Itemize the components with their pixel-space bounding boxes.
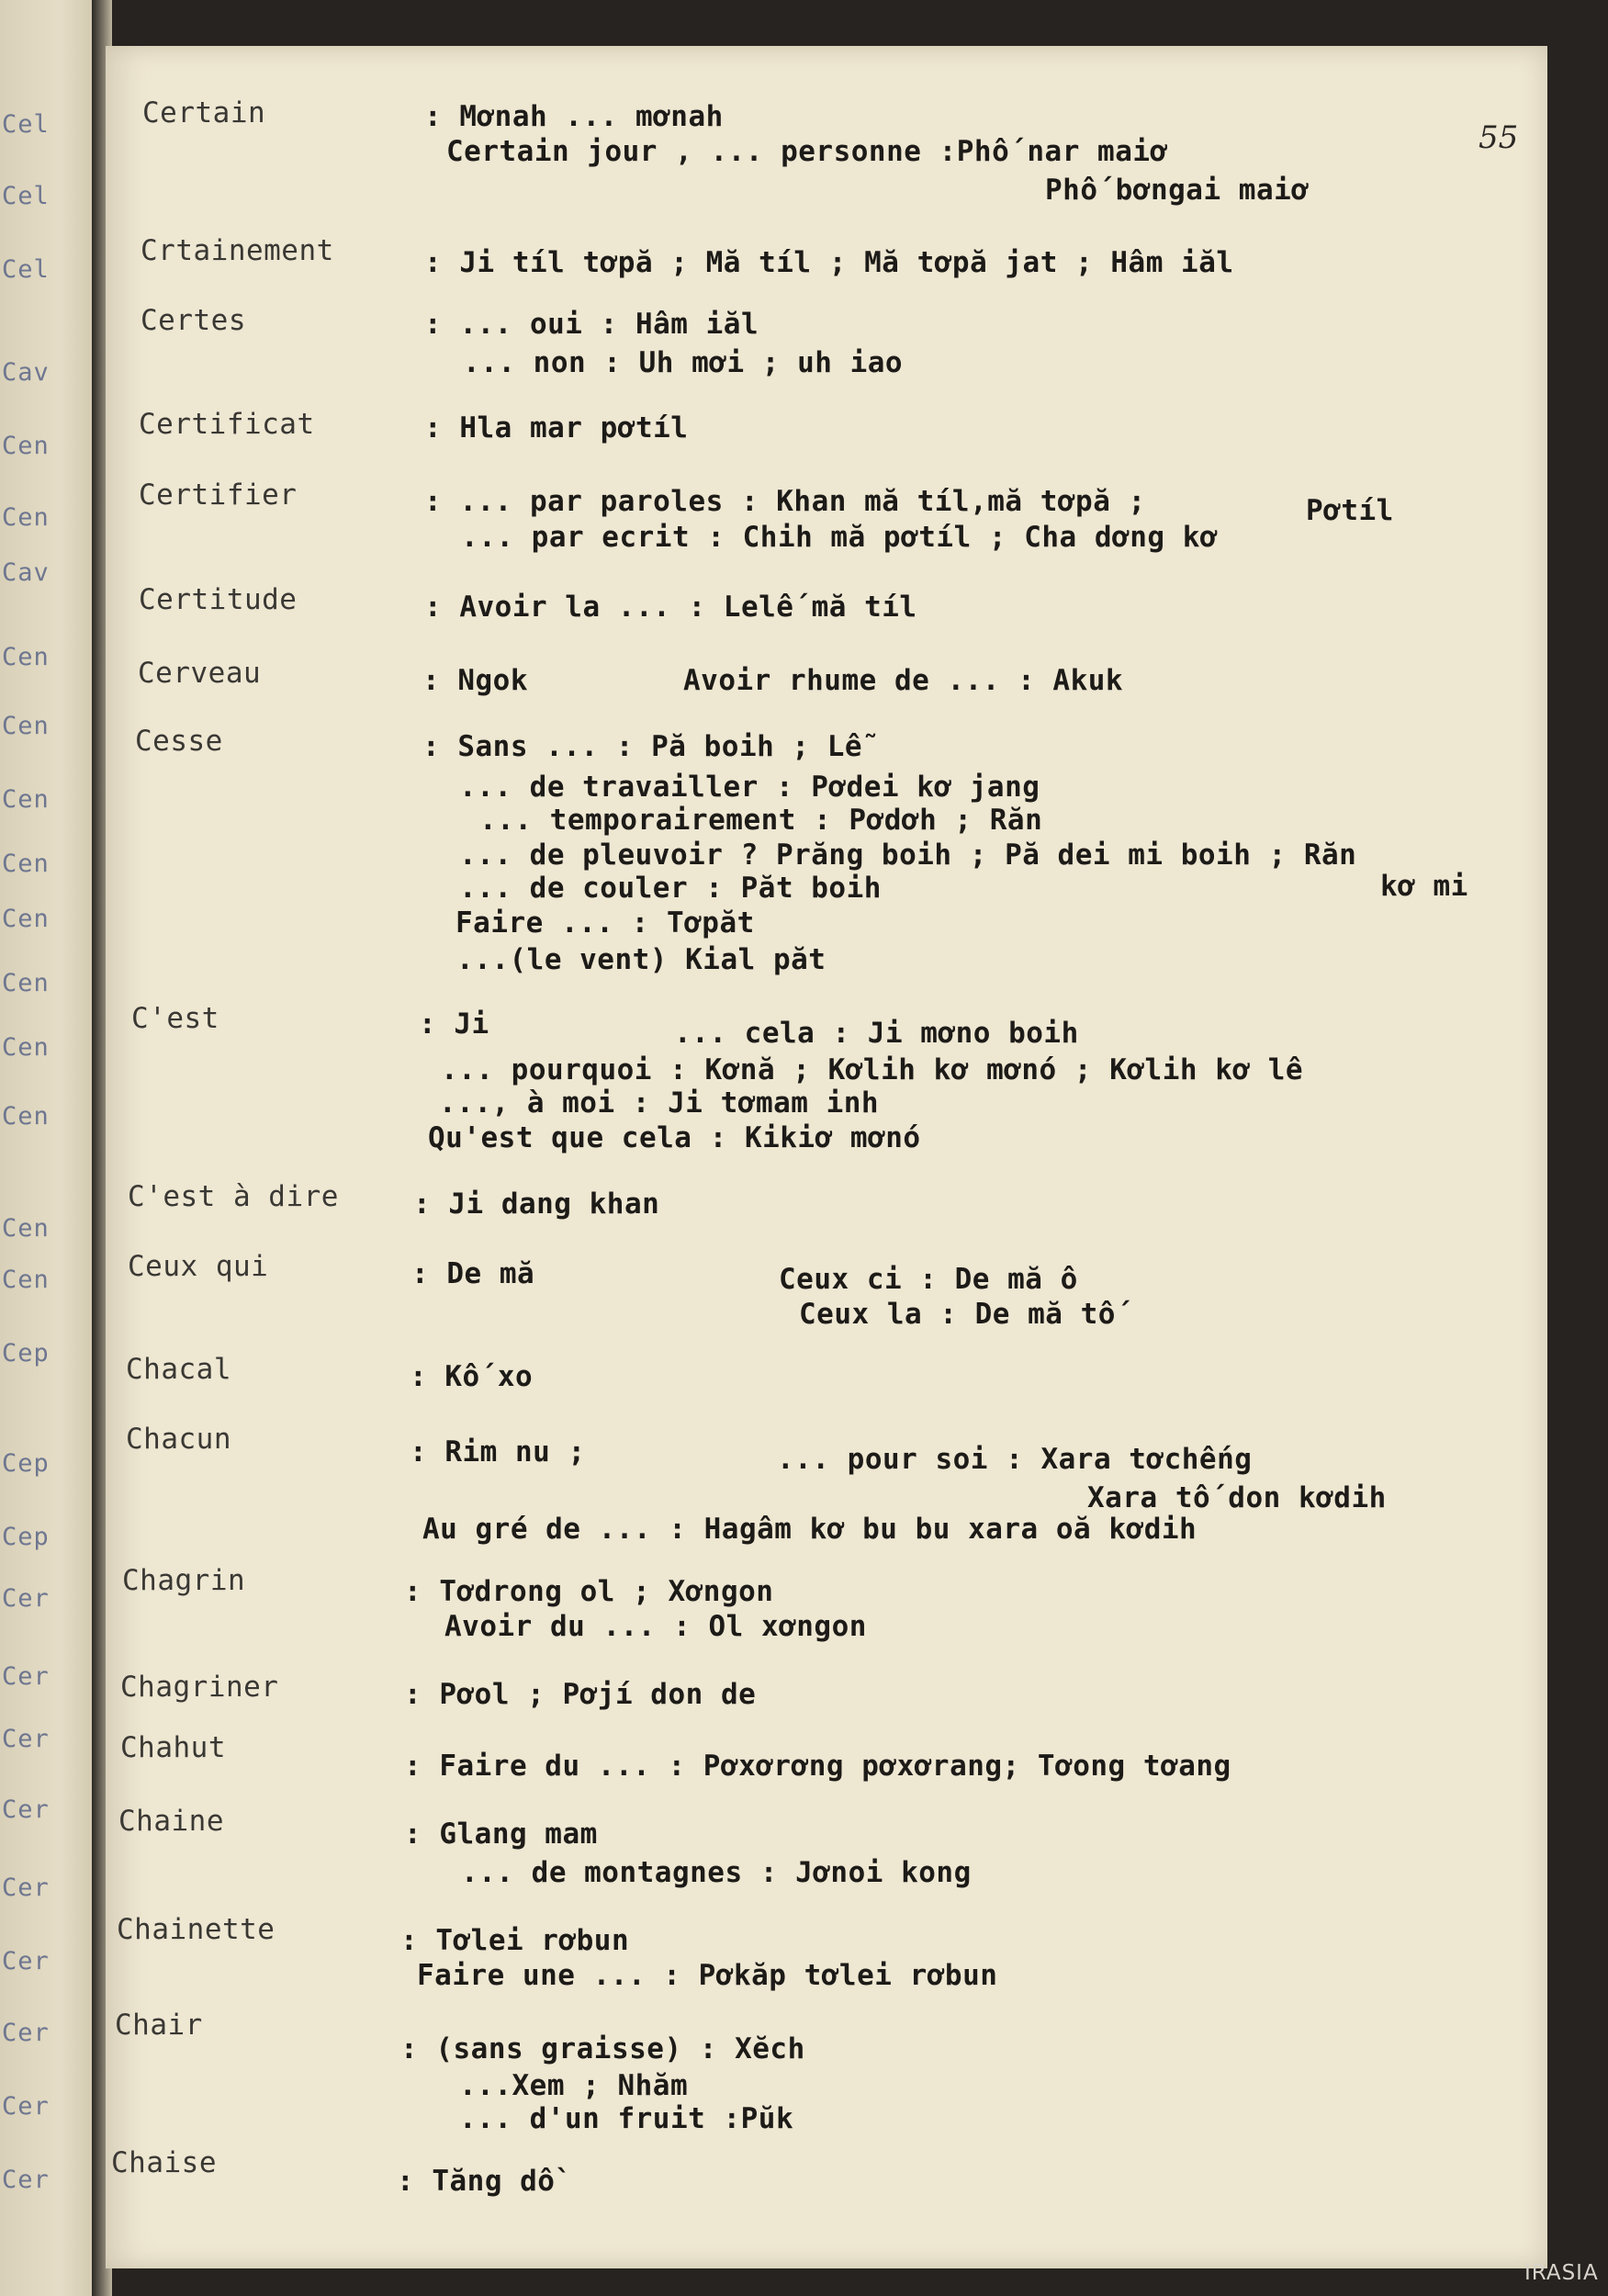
previous-page-fragment: Cer [2,2092,50,2121]
entry-term: Chacun [126,1423,231,1456]
entry-line: : ... par paroles : Khan mă tíl,mă tơpă ; [424,485,1146,518]
entry-line: : Ngok [422,664,528,697]
previous-page-fragment: Cen [2,1033,50,1062]
entry-term: C'est à dire [128,1180,339,1213]
entry-line: : Kố xo [410,1360,534,1393]
entry-term: Cerveau [138,657,262,690]
previous-page-fragment: Cer [2,1662,50,1691]
entry-term: Certificat [139,408,315,441]
entry-line: ...Xem ; Nhăm [459,2069,689,2102]
previous-page-fragment: Cep [2,1523,50,1551]
previous-page-fragment: Cel [2,182,50,210]
entry-line: : Tăng dồ [397,2165,556,2198]
entry-term: C'est [131,1002,219,1035]
previous-page-fragment: Cen [2,785,50,814]
entry-line: : Ji tíl tơpă ; Mă tíl ; Mă tơpă jat ; Hâm iăl [424,246,1234,279]
entry-line: ... cela : Ji mơno boih [674,1017,1079,1050]
entry-line: kơ mi [1380,870,1468,903]
previous-page-fragment: Cel [2,255,50,284]
previous-page-fragment: Cen [2,643,50,671]
entry-line: ... d'un fruit :Pŭk [459,2102,794,2135]
previous-page-fragment: Cer [2,1874,50,1902]
entry-line: Phố bơngai maiơ [1045,174,1310,207]
entry-line: : Tơlei rơbun [400,1924,630,1957]
entry-line: : Ji dang khan [413,1187,660,1221]
entry-term: Chacal [126,1353,231,1386]
entry-line: Ceux la : De mă tố [799,1298,1116,1331]
previous-page-fragment: Cen [2,969,50,997]
entry-line: : Mơnah ... mơnah [424,100,724,133]
previous-page-fragment: Cen [2,712,50,740]
entry-term: Crtainement [141,234,334,267]
previous-page-fragment: Cav [2,358,50,387]
entry-line: ...(le vent) Kial păt [456,943,826,976]
entry-term: Certitude [139,583,298,616]
previous-page-edge [0,0,99,2296]
entry-term: Chaise [111,2146,217,2179]
entry-line: : Hla mar pơtíl [424,411,689,445]
previous-page-fragment: Cen [2,1266,50,1294]
entry-term: Chagriner [120,1671,279,1704]
entry-line: : De mă [411,1257,535,1290]
entry-line: : Pơol ; Pơjí don de [404,1678,757,1711]
entry-term: Certain [142,96,266,129]
entry-term: Cesse [135,725,223,758]
entry-line: : Faire du ... : Pơxơrơng pơxơrang; Tơong tơang [404,1750,1231,1783]
dictionary-page [106,46,1547,2268]
entry-line: : Tơdrong ol ; Xơngon [404,1575,774,1608]
entry-term: Ceux qui [128,1250,269,1283]
previous-page-fragment: Cen [2,1214,50,1243]
previous-page-fragment: Cen [2,850,50,878]
watermark: IRASIA [1524,2261,1599,2285]
previous-page-fragment: Cep [2,1449,50,1478]
entry-line: : (sans graisse) : Xĕch [400,2032,805,2065]
previous-page-fragment: Cer [2,2166,50,2194]
entry-line: : Avoir la ... : Lelế mă tíl [424,591,917,624]
entry-line: ..., à moi : Ji tơmam inh [439,1086,880,1120]
previous-page-fragment: Cer [2,1795,50,1824]
entry-line: Xara tố don kơdih [1087,1481,1387,1514]
entry-line: ... temporairement : Pơdơh ; Răn [479,804,1043,837]
entry-term: Certes [141,304,246,337]
entry-line: Avoir rhume de ... : Akuk [683,664,1124,697]
entry-line: ... pour soi : Xara tơchếng [777,1443,1253,1476]
previous-page-fragment: Cen [2,432,50,460]
entry-line: ... de travailler : Pơdei kơ jang [459,771,1040,804]
entry-line: : Sans ... : Pă boih ; Lễ [422,730,863,763]
entry-line: ... non : Uh mơi ; uh iao [463,346,904,379]
entry-term: Chainette [117,1913,275,1946]
entry-line: Pơtíl [1306,494,1394,527]
entry-line: : ... oui : Hâm iăl [424,308,759,341]
entry-line: Qu'est que cela : Kikiơ mơnó [428,1121,921,1154]
previous-page-fragment: Cep [2,1339,50,1367]
entry-line: : Rim nu ; [410,1435,586,1469]
page-number: 55 [1479,119,1519,156]
previous-page-fragment: Cen [2,503,50,532]
previous-page-fragment: Cel [2,110,50,139]
entry-line: Avoir du ... : Ol xơngon [444,1610,867,1643]
entry-term: Chair [115,2009,203,2042]
entry-line: Faire ... : Tơpăt [455,906,755,940]
entry-line: Certain jour , ... personne :Phố nar maiơ [446,135,1168,168]
entry-line: ... de montagnes : Jơnoi kong [461,1856,972,1889]
entry-line: ... pourquoi : Kơnă ; Kơlih kơ mơnó ; Kơlih kơ lê [441,1053,1304,1086]
entry-line: ... par ecrit : Chih mă pơtíl ; Cha dơng kơ [461,521,1219,554]
previous-page-fragment: Cer [2,1584,50,1613]
entry-line: ... de pleuvoir ? Prăng boih ; Pă dei mi boih ; Răn [459,838,1357,872]
entry-term: Certifier [139,478,298,512]
entry-line: : Ji [419,1007,489,1041]
previous-page-fragment: Cav [2,558,50,587]
entry-term: Chaine [118,1805,224,1838]
previous-page-fragment: Cer [2,1947,50,1975]
previous-page-fragment: Cer [2,1725,50,1753]
entry-line: : Glang mam [404,1818,598,1851]
previous-page-fragment: Cer [2,2019,50,2047]
previous-page-fragment: Cen [2,1102,50,1131]
entry-line: Ceux ci : De mă ô [779,1263,1078,1296]
entry-line: ... de couler : Păt boih [459,872,882,905]
entry-line: Au gré de ... : Hagâm kơ bu bu xara oă kơdih [422,1513,1198,1546]
previous-page-fragment: Cen [2,905,50,933]
entry-line: Faire une ... : Pơkăp tơlei rơbun [417,1959,998,1992]
entry-term: Chahut [120,1731,226,1764]
entry-term: Chagrin [122,1564,246,1597]
